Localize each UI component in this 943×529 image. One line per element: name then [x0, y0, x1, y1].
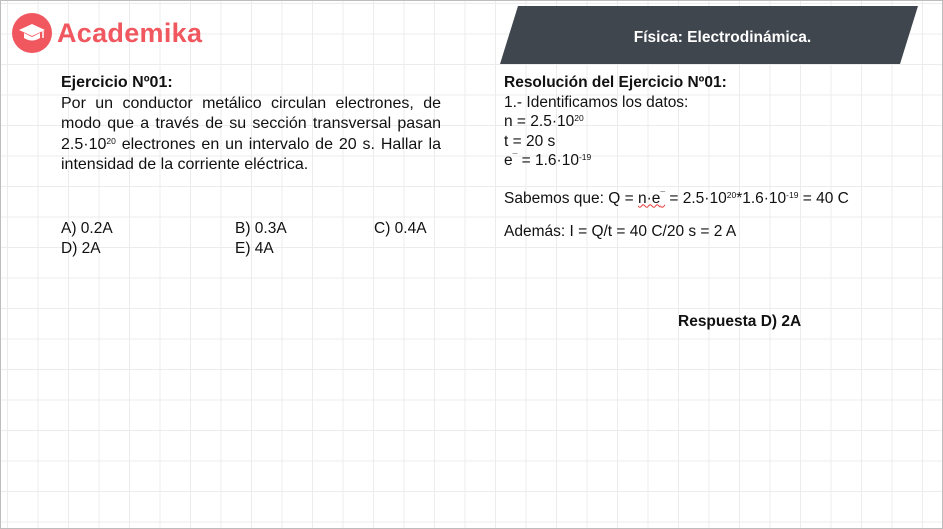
option-a: A) 0.2A: [61, 220, 113, 237]
academika-logo: [12, 13, 202, 53]
statement-part2: electrones en un intervalo de 20 s. Hallar la intensidad de la corriente eléctrica.: [61, 135, 441, 173]
statement-exponent: 20: [106, 135, 116, 146]
topic-banner: [500, 6, 920, 64]
resolution-block: [504, 73, 924, 242]
option-e: E) 4A: [235, 240, 274, 257]
spellcheck-underline: n·e¯: [637, 189, 666, 207]
statement-part1: Por un conductor metálico circulan electrones, de modo que a través de su sección transversal pasan 2.5·10: [61, 94, 441, 153]
data-n: $n = 2.5\cdot 10^{20}$: [504, 113, 584, 130]
brand-name: Academika: [57, 17, 203, 48]
option-c: C) 0.4A: [374, 220, 427, 237]
resolution-title: Resolución del Ejercicio Nº01:: [504, 74, 727, 91]
option-b: B) 0.3A: [235, 220, 287, 237]
option-d: D) 2A: [61, 240, 101, 257]
data-e: $e^¯ = 1.6\cdot 10^{-19}$: [504, 152, 592, 169]
formula-current: Además: I = Q/t = 40 C/20 s = 2 A: [504, 223, 737, 240]
formula-charge: Sabemos que: $Q = n\cdot e^¯ = 2.5\cdot 10^{20}*1.6\cdot 10^{-19} = 40$ C: [504, 189, 849, 207]
data-t: t = 20 s: [504, 132, 556, 150]
step-identify: 1.- Identificamos los datos:: [504, 93, 689, 111]
exercise-title: Ejercicio Nº01:: [61, 74, 173, 91]
final-answer: Respuesta D) 2A: [678, 313, 802, 330]
graduation-cap-icon: [12, 13, 52, 53]
exercise-block: [61, 73, 441, 176]
topic-title: Física: Electrodinámica.: [633, 29, 812, 46]
exercise-statement: [61, 94, 441, 176]
